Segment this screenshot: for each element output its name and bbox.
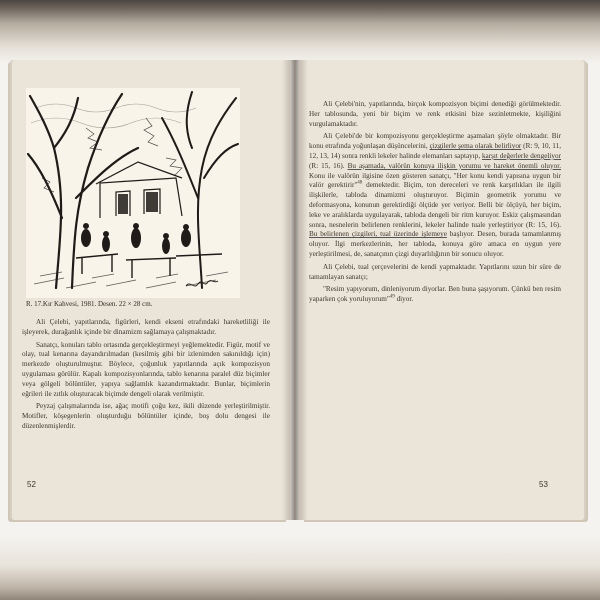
text-run: Ali Çelebi'nin, yapıtlarında, birçok kompozisyon biçimi denediği görülmektedir. Her tablosunda, yeni bir biçim ve renk etkisini bize sezinletmekte, kişiliğini vurgulamaktadır.: [309, 100, 561, 128]
figure-caption: R. 17.Kır Kahvesi, 1981. Desen. 22 × 28 cm.: [26, 300, 153, 308]
left-paragraph: Peyzaj çalışmalarında ise, ağaç motifi çoğu kez, ikili düzende yerleştirilmiştir. Motifler, köşegenlerin oluşturduğu bölüntüler içinde, boş dolu dengesi ile düzenlenmişlerdir.: [22, 402, 270, 430]
sketch-illustration: [26, 88, 240, 298]
left-page-text: [22, 318, 270, 435]
text-run: Ali Çelebi, tual çerçevelerini de kendi yapmaktadır. Yapıtlarını uzun bir süre de tamamlayan sanatçı;: [309, 262, 561, 281]
text-run: demektedir. Biçim, ton dereceleri ve renk karşıtlıkları ile ilgili ilişkilerle, tabloda dinamizmi oluşturuyor. Biçimin geometrik yorumu ve deformasyona, konunun gerektirdiği ölçüde yer veriyor. Belli bir ölçüyü, her biçim, leke ve aralıklarda uygulayarak, tabloda dengeli bir ritm kuruyor. Eskiz çalışmasından sonra, nesnelerin belirlenen renklerini, lekeler halinde tuale yerleştiriyor (R: 15, 16).: [309, 181, 561, 229]
left-paragraph: Ali Çelebi, yapıtlarında, figürleri, kendi ekseni etrafındaki hareketliliği ile işleyerek, durağanlık içinde bir dinamizm sağlamaya çalışmaktadır.: [22, 318, 270, 336]
text-run: Konu ile valörün ilgisine özen gösteren sanatçı, "Her konu kendi yapısına uygun bir valör gerektirir": [309, 171, 561, 190]
text-run: (R: 15, 16).: [309, 161, 348, 170]
underlined-text: karşıt değerlerle dengeliyor: [481, 151, 562, 160]
right-paragraph: [309, 285, 561, 305]
footnote-marker: 49: [389, 294, 395, 300]
text-run: "Resim yapıyorum, dinleniyorum diyorlar. Ben buna şaşıyorum. Çünkü ben resim yaparken çok yoruluyorum": [309, 285, 561, 304]
right-page-text: [309, 100, 561, 308]
right-paragraph: [309, 132, 561, 259]
page-number-right: 53: [539, 480, 548, 489]
underlined-text: Bu belirlenen çizgileri, tual üzerinde işlemeye: [309, 230, 447, 239]
right-paragraph: [309, 263, 561, 283]
left-paragraph: Sanatçı, konuları tablo ortasında gerçekleştirmeyi yeğlemektedir. Figür, motif ve olay, tual kenarına dayandırılmadan (kesilmiş gibi bir izlenimden sakınıldığı için) merkezde oluşturulmuştur. Böylece, çoğunluk yapıtlarında açık kompozisyon uygulaması görülür. Kapalı kompozisyonlarında, tablo kenarına paralel düz biçimler veya gölgeli bölüntüler, yapıya sağlamlık kazandırmaktadır. Bunlar, biçimlerin eğrileri ile zıtlık oluşturacak biçimde dengeli olarak verilmiştir.: [22, 340, 270, 398]
sketch-drawing: [26, 88, 240, 298]
top-shadow: [0, 0, 600, 64]
right-paragraph: [309, 100, 561, 129]
underlined-text: çizgilerle şema olarak belirliyor: [429, 142, 522, 151]
text-run: diyor.: [394, 295, 414, 304]
text-run: (R: 9, 10, 11, 12, 13, 14) sonra renkli lekeler halinde elemanları saptayıp,: [309, 142, 561, 160]
underlined-text: Bu aşamada, valörün konuya ilişkin yorumu ve hareket önemli oluyor.: [347, 161, 562, 170]
text-run: başlıyor. Desen, burada tamamlanmış oluyor. İlgi merkezlerinin, her tabloda, konuya göre amaca en uygun yere yerleştirilmesi, de, sanatçının çizgi duyarlılığının bir sonucu oluyor.: [309, 230, 561, 258]
footnote-marker: 48: [357, 180, 363, 186]
text-run: Ali Çelebi'de bir kompozisyonu gerçekleştirme aşamaları şöyle olmaktadır. Bir konu etrafında yoğunlaşan düşüncelerini,: [309, 132, 561, 151]
bottom-shadow: [0, 536, 600, 600]
page-number-left: 52: [27, 480, 36, 489]
book-gutter: [282, 60, 308, 520]
